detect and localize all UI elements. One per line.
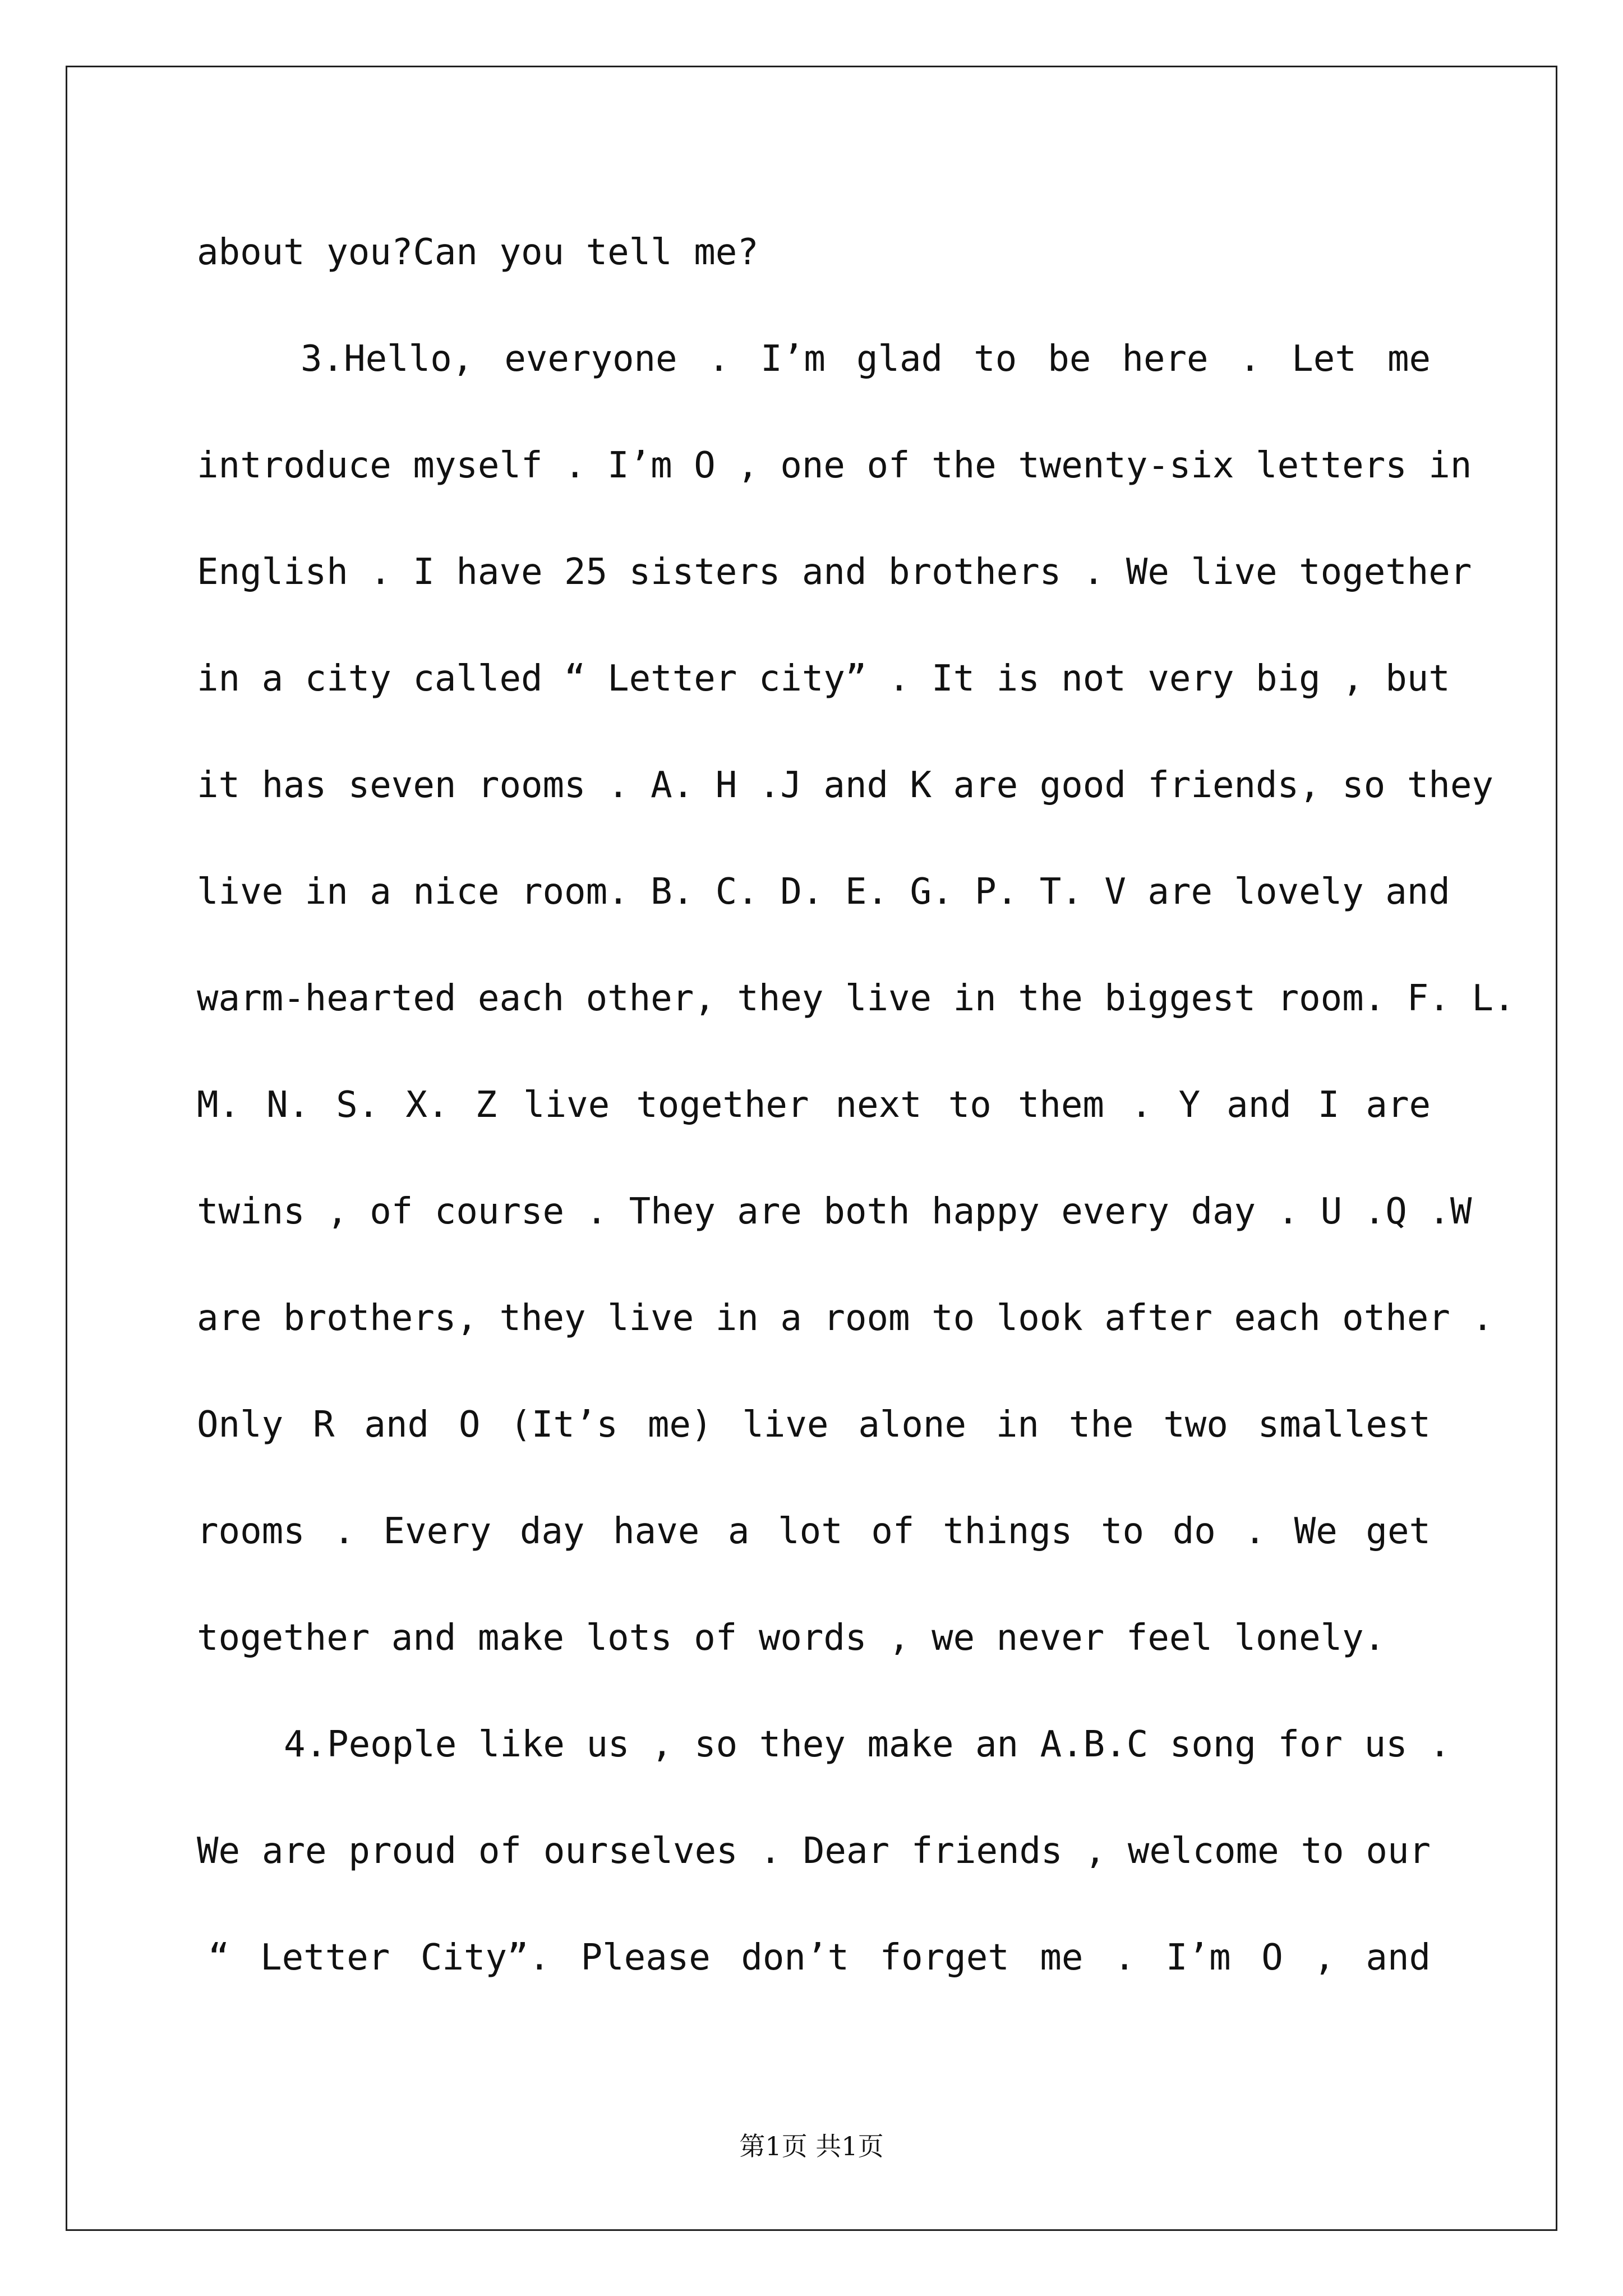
text-line-3: introduce myself . I’m O , one of the twenty-six letters in xyxy=(197,445,1472,486)
page-number-footer: 第1页 共1页 xyxy=(739,2131,884,2161)
text-line-5: in a city called “ Letter city” . It is not very big , but xyxy=(197,658,1450,700)
text-line-15: 4.People like us , so they make an A.B.C song for us . xyxy=(284,1724,1451,1765)
text-line-1: about you?Can you tell me? xyxy=(197,232,759,273)
text-line-16: We are proud of ourselves . Dear friends , welcome to our xyxy=(197,1830,1431,1872)
text-line-10: twins , of course . They are both happy every day . U .Q .W xyxy=(197,1191,1472,1232)
text-line-9: M. N. S. X. Z live together next to them . Y and I are xyxy=(197,1084,1431,1126)
text-line-2: 3.Hello, everyone . I’m glad to be here . Let me xyxy=(301,338,1431,380)
text-line-7: live in a nice room. B. C. D. E. G. P. T. V are lovely and xyxy=(197,871,1450,913)
document-body xyxy=(197,208,1515,2019)
text-line-17: “ Letter City”. Please don’t forget me . I’m O , and xyxy=(208,1937,1431,1978)
text-line-8: warm-hearted each other, they live in the biggest room. F. L. xyxy=(197,978,1515,1019)
text-line-4: English . I have 25 sisters and brothers . We live together xyxy=(197,551,1472,593)
text-line-11: are brothers, they live in a room to look after each other . xyxy=(197,1297,1493,1339)
text-line-14: together and make lots of words , we never feel lonely. xyxy=(197,1617,1386,1659)
text-line-13: rooms . Every day have a lot of things to do . We get xyxy=(197,1511,1431,1552)
text-line-6: it has seven rooms . A. H .J and K are good friends, so they xyxy=(197,765,1493,806)
text-line-12: Only R and O (It’s me) live alone in the two smallest xyxy=(197,1404,1431,1446)
